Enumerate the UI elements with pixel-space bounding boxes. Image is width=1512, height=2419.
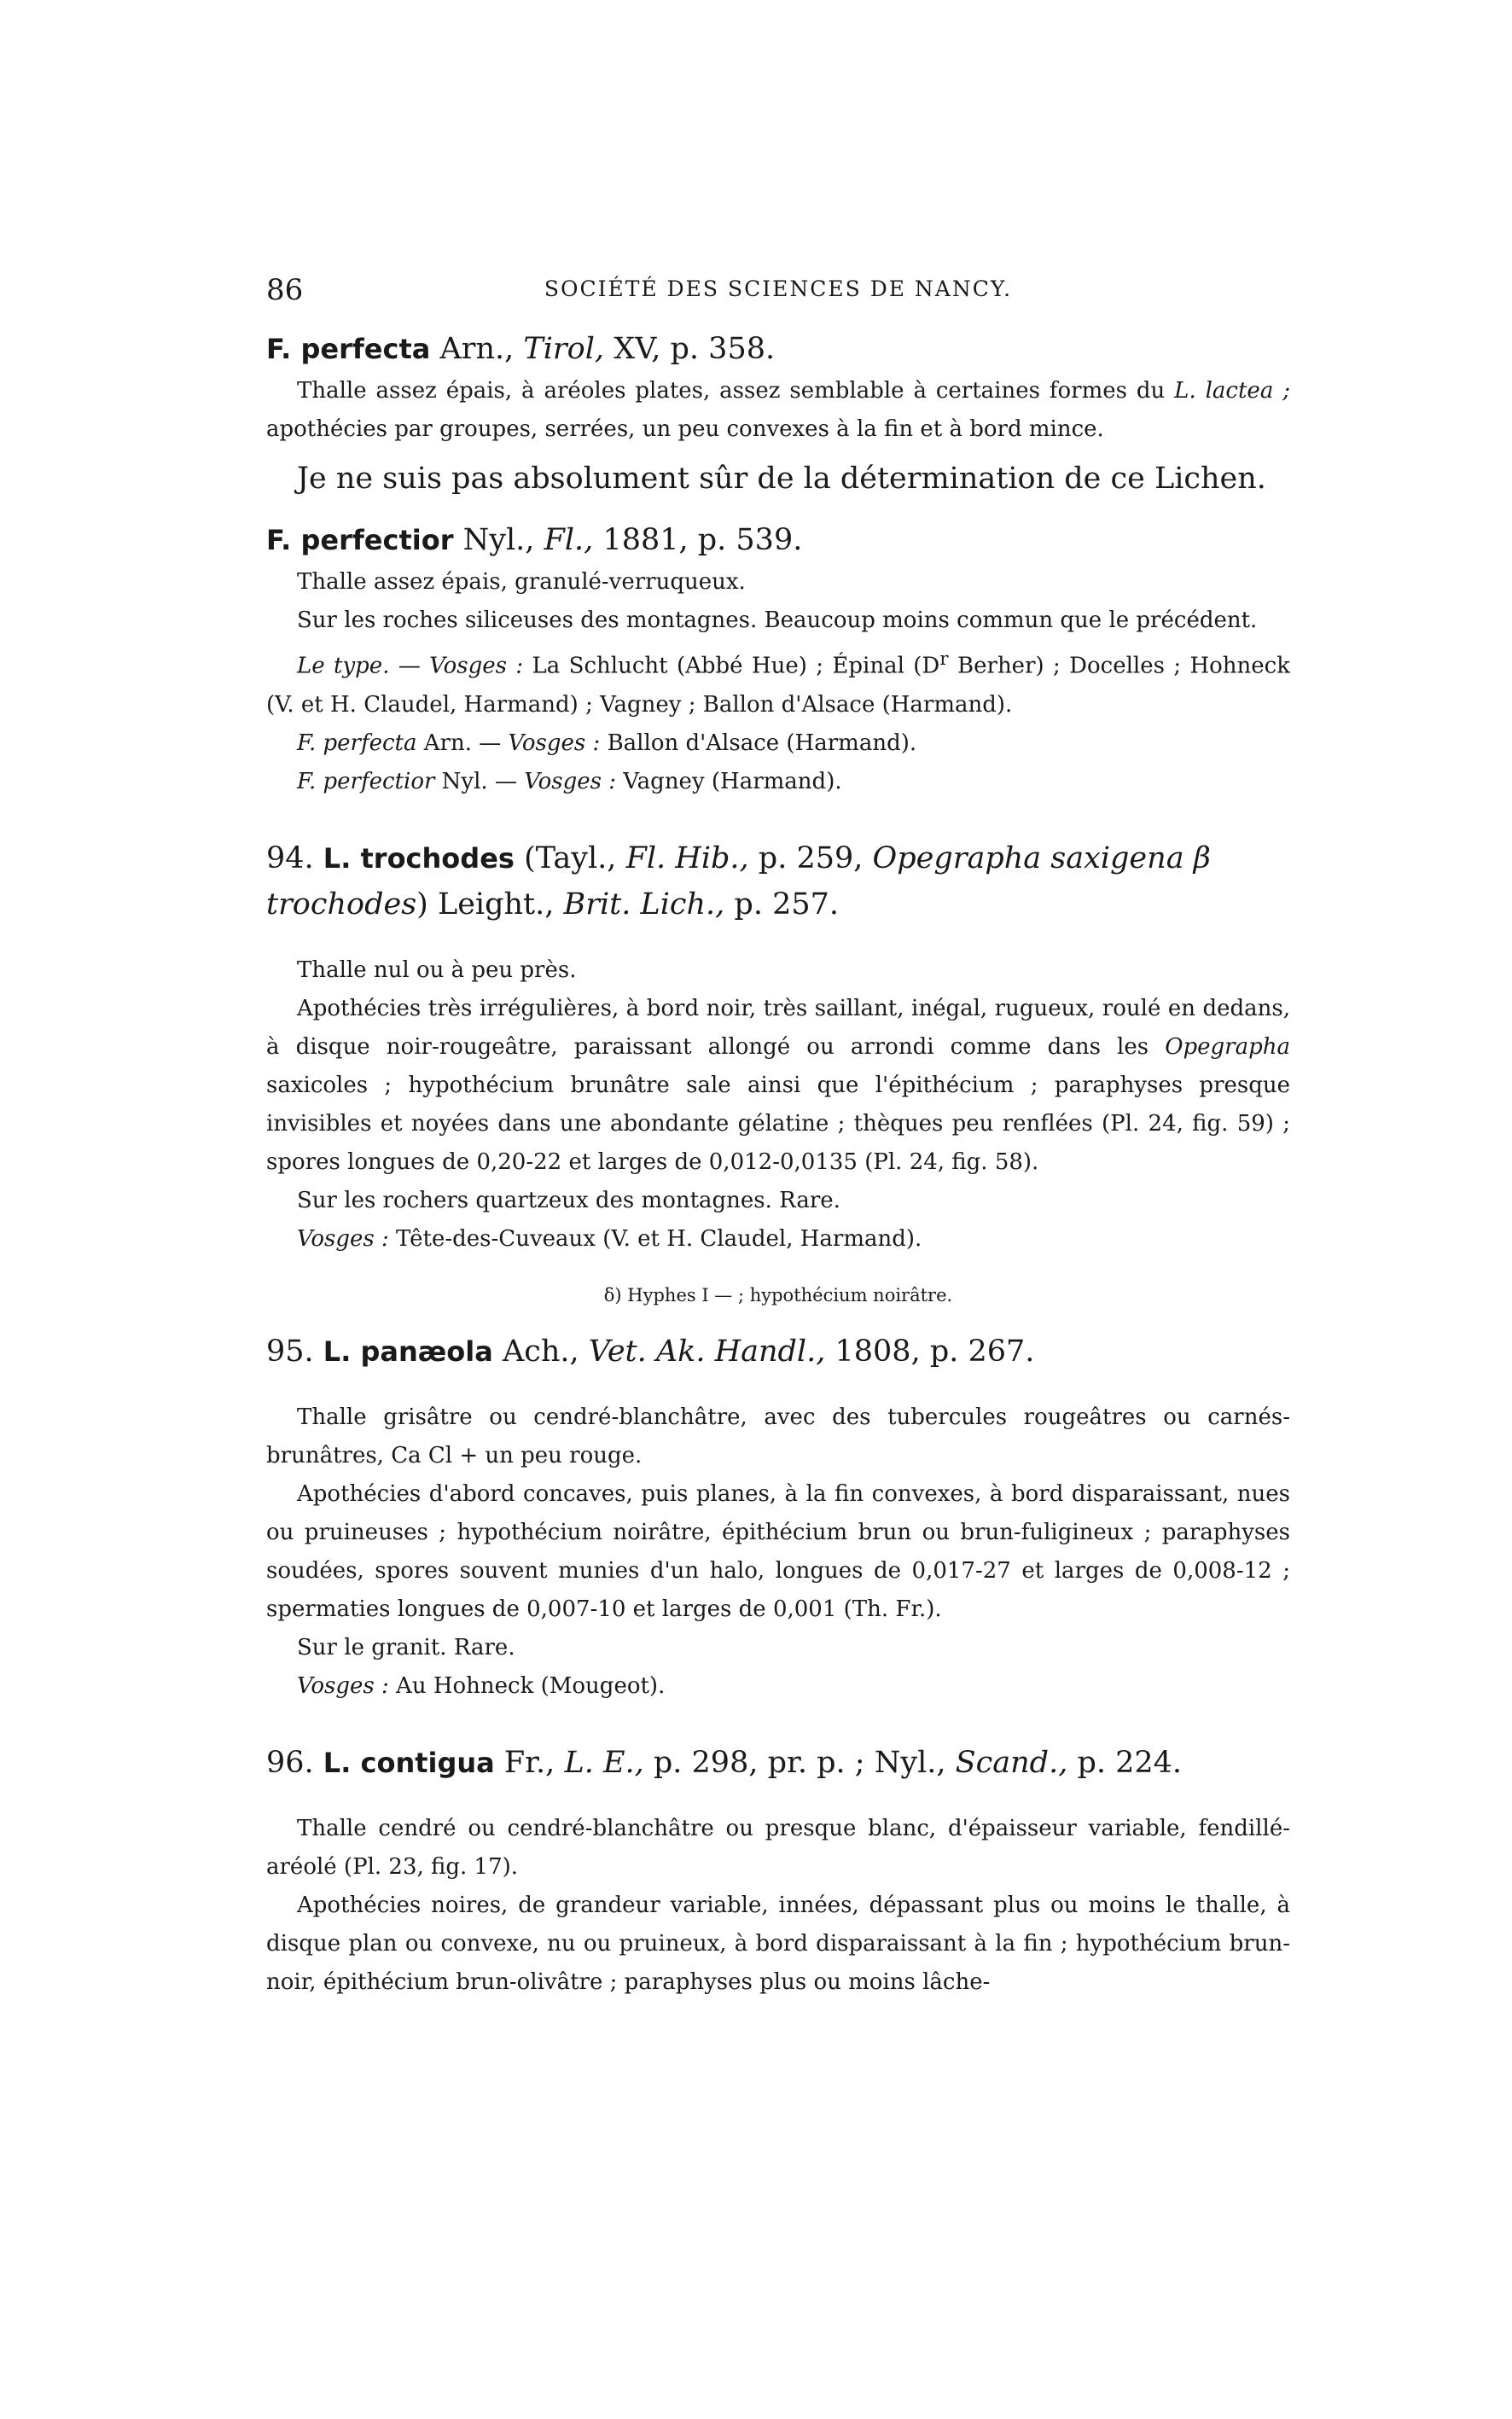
body-paragraph: Sur les roches siliceuses des montagnes. Beaucoup moins commun que le précédent.	[297, 608, 1258, 633]
body-paragraph: Apothécies noires, de grandeur variable, innées, dépassant plus ou moins le thalle, à disque plan ou convexe, nu ou pruineux, à bord disparaissant à la fin ; hypothécium brun-noir, épithécium brun-olivâtre ; paraphyses plus ou moins lâche-	[266, 1892, 1290, 1995]
body-paragraph: Le type. — Vosges : La Schlucht (Abbé Hue) ; Épinal ($D^r$ Berher) ; Docelles ; Hohneck (V. et H. Claudel, Harmand) ; Vagney ; Ballon d'Alsace (Harmand).	[266, 648, 1290, 718]
body-paragraph: Thalle cendré ou cendré-blanchâtre ou presque blanc, d'épaisseur variable, fendillé-aréolé (Pl. 23, fig. 17).	[266, 1815, 1290, 1880]
body-paragraph: Apothécies très irrégulières, à bord noir, très saillant, inégal, rugueux, roulé en dedans, à disque noir-rougeâtre, paraissant allongé ou arrondi comme dans les Opegrapha saxicoles ; hypothécium brunâtre sale ainsi que l'épithécium ; paraphyses presque invisibles et noyées dans une abondante gélatine ; thèques peu renflées (Pl. 24, fig. 59) ; spores longues de 0,20-22 et larges de 0,012-0,0135 (Pl. 24, fig. 58).	[266, 995, 1290, 1175]
section-heading: F. perfectior Nyl., Fl., 1881, p. 539.	[266, 523, 803, 557]
body-paragraph: F. perfecta Arn. — Vosges : Ballon d'Alsace (Harmand).	[297, 730, 917, 756]
body-paragraph: Thalle assez épais, granulé-verruqueux.	[297, 569, 746, 595]
body-paragraph: Thalle nul ou à peu près.	[297, 957, 577, 983]
subsection-label: δ) Hyphes I — ; hypothécium noirâtre.	[603, 1284, 953, 1305]
body-paragraph: Sur les rochers quartzeux des montagnes. Rare.	[297, 1187, 840, 1213]
running-header	[266, 273, 1290, 307]
body-paragraph: Thalle assez épais, à aréoles plates, assez semblable à certaines formes du L. lactea ; apothécies par groupes, serrées, un peu convexes à la fin et à bord mince.	[266, 378, 1290, 442]
body-paragraph: Thalle grisâtre ou cendré-blanchâtre, avec des tubercules rougeâtres ou carnés-brunâtres, Ca Cl + un peu rouge.	[266, 1404, 1290, 1468]
section-heading: 95. L. panæola Ach., Vet. Ak. Handl., 1808, p. 267.	[266, 1334, 1035, 1369]
section-heading: F. perfecta Arn., Tirol, XV, p. 358.	[266, 332, 776, 366]
section-heading: 94. L. trochodes (Tayl., Fl. Hib., p. 259, Opegrapha saxigena β trochodes) Leight., Brit. Lich., p. 257.	[266, 840, 1211, 922]
body-paragraph: Vosges : Tête-des-Cuveaux (V. et H. Claudel, Harmand).	[297, 1225, 922, 1252]
body-paragraph: Vosges : Au Hohneck (Mougeot).	[297, 1672, 666, 1699]
page-body	[266, 326, 1290, 2002]
page-number: 86	[266, 273, 304, 307]
section-heading: 96. L. contigua Fr., L. E., p. 298, pr. p. ; Nyl., Scand., p. 224.	[266, 1745, 1183, 1780]
body-paragraph: F. perfectior Nyl. — Vosges : Vagney (Harmand).	[297, 768, 842, 794]
remark-paragraph: Je ne suis pas absolument sûr de la détermination de ce Lichen.	[297, 462, 1266, 496]
running-title: SOCIÉTÉ DES SCIENCES DE NANCY.	[544, 276, 1013, 301]
body-paragraph: Apothécies d'abord concaves, puis planes, à la fin convexes, à bord disparaissant, nues ou pruineuses ; hypothécium noirâtre, épithécium brun ou brun-fuligineux ; paraphyses soudées, spores souvent munies d'un halo, longues de 0,017-27 et larges de 0,008-12 ; spermaties longues de 0,007-10 et larges de 0,001 (Th. Fr.).	[266, 1480, 1290, 1622]
body-paragraph: Sur le granit. Rare.	[297, 1634, 515, 1660]
